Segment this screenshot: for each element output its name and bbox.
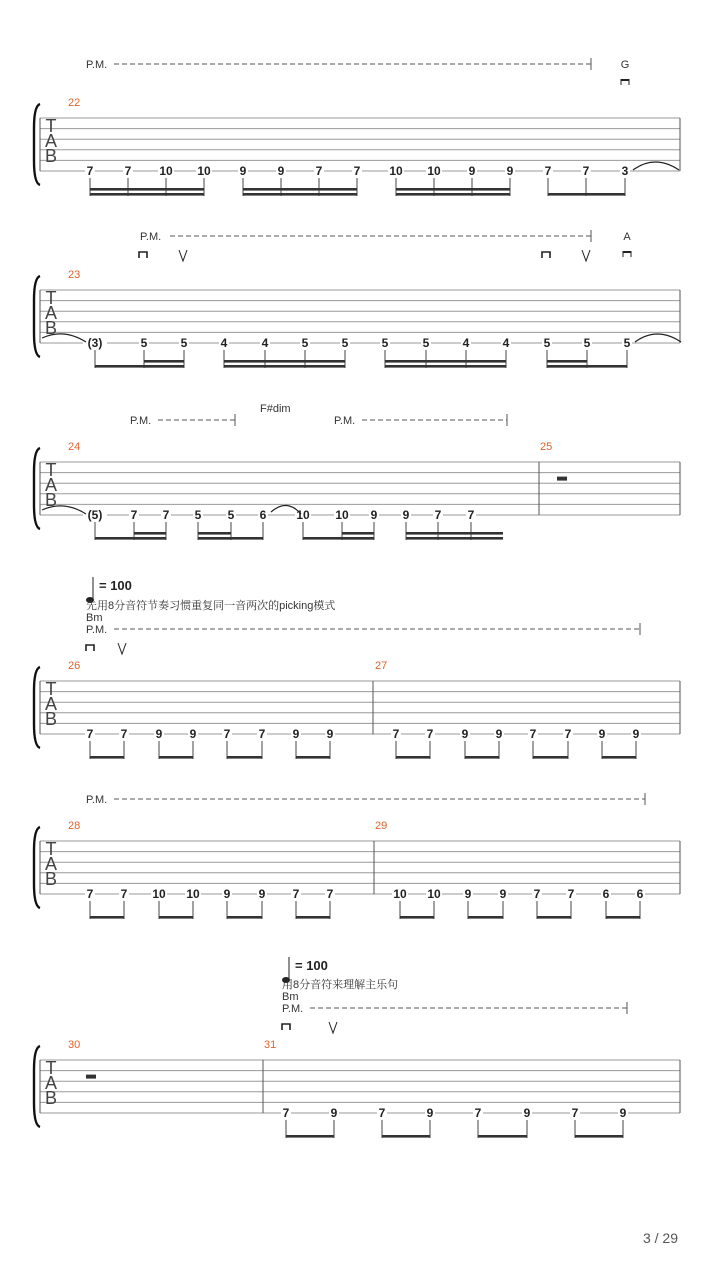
fret-number: 5 (180, 336, 188, 350)
measure-number: 27 (375, 660, 388, 672)
fret-number: 5 (301, 336, 309, 350)
palm-mute-label: P.M. (86, 59, 108, 71)
beam (382, 1135, 430, 1138)
beam (400, 916, 434, 919)
tab-clef-letter: B (44, 869, 58, 889)
beam (385, 365, 506, 368)
measure-number: 25 (540, 441, 553, 453)
beam (224, 360, 345, 363)
upstroke-icon (329, 1022, 337, 1033)
fret-number: 5 (422, 336, 430, 350)
fret-number: 6 (602, 887, 610, 901)
system-bracket (34, 104, 40, 185)
downstroke-icon (542, 252, 550, 258)
downstroke-icon (139, 252, 147, 258)
fret-number: 5 (140, 336, 148, 350)
beam (547, 365, 587, 368)
measure-number: 24 (68, 441, 81, 453)
fret-number: 5 (583, 336, 591, 350)
system-bracket (34, 276, 40, 357)
beam (134, 537, 166, 540)
staff-system (34, 957, 680, 1138)
fret-number: 9 (523, 1106, 531, 1120)
beam (227, 916, 262, 919)
fret-number: 9 (598, 727, 606, 741)
fret-number: 9 (370, 508, 378, 522)
tab-clef-letter: A (44, 475, 58, 495)
palm-mute-label: P.M. (130, 415, 152, 427)
fret-number: 3 (621, 164, 629, 178)
staff-system (34, 230, 681, 368)
tie (635, 334, 681, 342)
fret-number: 9 (258, 887, 266, 901)
tie (633, 162, 679, 170)
fret-number: 7 (86, 164, 94, 178)
fret-number: 5 (194, 508, 202, 522)
fret-number: 7 (86, 887, 94, 901)
fret-number: 6 (636, 887, 644, 901)
beam (396, 188, 510, 191)
fret-number: 7 (120, 887, 128, 901)
upstroke-icon (118, 643, 126, 654)
staff-system (34, 577, 680, 759)
palm-mute-label: P.M. (334, 415, 356, 427)
fret-number: 7 (378, 1106, 386, 1120)
fret-number: 7 (434, 508, 442, 522)
tab-clef-letter: T (45, 116, 57, 136)
beam (406, 532, 503, 535)
beam (198, 537, 231, 540)
tab-clef-letter: A (44, 303, 58, 323)
fret-number: 10 (427, 887, 441, 901)
fret-number: 10 (197, 164, 211, 178)
fret-number: (3) (87, 336, 103, 350)
fret-number: 9 (402, 508, 410, 522)
fret-number: 7 (353, 164, 361, 178)
fret-number: 7 (130, 508, 138, 522)
beam (90, 188, 204, 191)
beam (243, 188, 357, 191)
fret-number: 4 (261, 336, 269, 350)
whole-rest (557, 477, 567, 481)
tab-clef-letter: B (44, 146, 58, 166)
fret-number: 6 (259, 508, 267, 522)
beam (575, 1135, 623, 1138)
beam (90, 193, 204, 196)
fret-number: 9 (464, 887, 472, 901)
upstroke-icon (179, 250, 187, 261)
beam (144, 365, 184, 368)
fret-number: 4 (220, 336, 228, 350)
fret-number: 7 (474, 1106, 482, 1120)
beam (90, 756, 124, 759)
downstroke-icon (621, 79, 629, 81)
fret-number: 10 (152, 887, 166, 901)
fret-number: 9 (468, 164, 476, 178)
fret-number: 10 (186, 887, 200, 901)
measure-number: 23 (68, 269, 81, 281)
system-bracket (34, 1046, 40, 1127)
measure-number: 29 (375, 820, 388, 832)
chord-name: F#dim (260, 403, 291, 415)
fret-number: 7 (571, 1106, 579, 1120)
fret-number: 7 (392, 727, 400, 741)
tempo-marking: = 100 (295, 958, 328, 973)
tab-clef-letter: A (44, 694, 58, 714)
chord-name: Bm (86, 612, 103, 624)
beam (134, 532, 166, 535)
downstroke-icon (623, 251, 631, 253)
fret-number: 5 (623, 336, 631, 350)
palm-mute-label: P.M. (282, 1003, 304, 1015)
fret-number: 9 (330, 1106, 338, 1120)
measure-number: 22 (68, 97, 81, 109)
page-number: 3 / 29 (642, 1230, 678, 1246)
beam (342, 537, 374, 540)
fret-number: 7 (315, 164, 323, 178)
tab-clef-letter: T (45, 288, 57, 308)
fret-number: 5 (381, 336, 389, 350)
staff-system (34, 793, 680, 919)
beam (537, 916, 571, 919)
fret-number: 10 (296, 508, 310, 522)
beam (159, 756, 193, 759)
beam (342, 532, 374, 535)
fret-number: 7 (124, 164, 132, 178)
palm-mute-label: P.M. (86, 624, 108, 636)
downstroke-icon (86, 645, 94, 651)
fret-number: 9 (189, 727, 197, 741)
fret-number: 10 (427, 164, 441, 178)
beam (198, 532, 231, 535)
tempo-marking: = 100 (99, 578, 132, 593)
tab-clef-letter: A (44, 1073, 58, 1093)
fret-number: 9 (426, 1106, 434, 1120)
fret-number: 9 (292, 727, 300, 741)
beam (602, 756, 636, 759)
tab-clef-letter: B (44, 1088, 58, 1108)
measure-number: 28 (68, 820, 81, 832)
fret-number: (5) (87, 508, 103, 522)
fret-number: 10 (335, 508, 349, 522)
fret-number: 7 (292, 887, 300, 901)
system-bracket (34, 667, 40, 748)
chord-name: G (620, 59, 630, 71)
fret-number: 5 (227, 508, 235, 522)
fret-number: 7 (533, 887, 541, 901)
fret-number: 7 (582, 164, 590, 178)
fret-number: 9 (223, 887, 231, 901)
beam (224, 365, 345, 368)
fret-number: 9 (495, 727, 503, 741)
whole-rest (86, 1075, 96, 1079)
fret-number: 7 (162, 508, 170, 522)
tab-clef-letter: T (45, 839, 57, 859)
beam (296, 756, 330, 759)
tab-clef-letter: T (45, 460, 57, 480)
chord-name: Bm (282, 991, 299, 1003)
fret-number: 9 (239, 164, 247, 178)
beam (159, 916, 193, 919)
staff-system (34, 403, 680, 540)
fret-number: 9 (506, 164, 514, 178)
fret-number: 9 (277, 164, 285, 178)
beam (406, 537, 503, 540)
fret-number: 4 (502, 336, 510, 350)
tab-clef-letter: T (45, 679, 57, 699)
fret-number: 7 (529, 727, 537, 741)
fret-number: 9 (326, 727, 334, 741)
beam (533, 756, 568, 759)
beam (144, 360, 184, 363)
beam (478, 1135, 527, 1138)
tab-clef-letter: A (44, 854, 58, 874)
tab-clef-letter: T (45, 1058, 57, 1078)
fret-number: 7 (564, 727, 572, 741)
fret-number: 7 (544, 164, 552, 178)
beam (385, 360, 506, 363)
tab-clef-letter: B (44, 490, 58, 510)
chord-name: A (623, 231, 631, 243)
fret-number: 9 (632, 727, 640, 741)
beam (227, 756, 262, 759)
fret-number: 9 (499, 887, 507, 901)
fret-number: 10 (159, 164, 173, 178)
beam (547, 360, 587, 363)
performance-note: 用8分音符来理解主乐句 (282, 979, 399, 991)
beam (296, 916, 330, 919)
fret-number: 7 (426, 727, 434, 741)
tab-clef-letter: B (44, 709, 58, 729)
fret-number: 7 (467, 508, 475, 522)
beam (243, 193, 357, 196)
fret-number: 7 (567, 887, 575, 901)
measure-number: 31 (264, 1039, 277, 1051)
fret-number: 7 (86, 727, 94, 741)
fret-number: 5 (543, 336, 551, 350)
upstroke-icon (582, 250, 590, 261)
fret-number: 9 (461, 727, 469, 741)
staff-system (34, 58, 680, 196)
beam (465, 756, 499, 759)
beam (548, 193, 625, 196)
system-bracket (34, 448, 40, 529)
fret-number: 7 (120, 727, 128, 741)
beam (286, 1135, 334, 1138)
beam (468, 916, 503, 919)
downstroke-icon (282, 1024, 290, 1030)
beam (396, 193, 510, 196)
performance-note: 先用8分音符节奏习惯重复同一音两次的picking模式 (86, 600, 336, 612)
fret-number: 7 (223, 727, 231, 741)
fret-number: 9 (155, 727, 163, 741)
fret-number: 7 (258, 727, 266, 741)
fret-number: 9 (619, 1106, 627, 1120)
tab-clef-letter: A (44, 131, 58, 151)
fret-number: 7 (326, 887, 334, 901)
palm-mute-label: P.M. (86, 794, 108, 806)
measure-number: 30 (68, 1039, 81, 1051)
fret-number: 10 (389, 164, 403, 178)
tab-clef-letter: B (44, 318, 58, 338)
fret-number: 10 (393, 887, 407, 901)
system-bracket (34, 827, 40, 908)
beam (90, 916, 124, 919)
measure-number: 26 (68, 660, 81, 672)
palm-mute-label: P.M. (140, 231, 162, 243)
fret-number: 4 (462, 336, 470, 350)
fret-number: 5 (341, 336, 349, 350)
beam (606, 916, 640, 919)
beam (396, 756, 430, 759)
fret-number: 7 (282, 1106, 290, 1120)
